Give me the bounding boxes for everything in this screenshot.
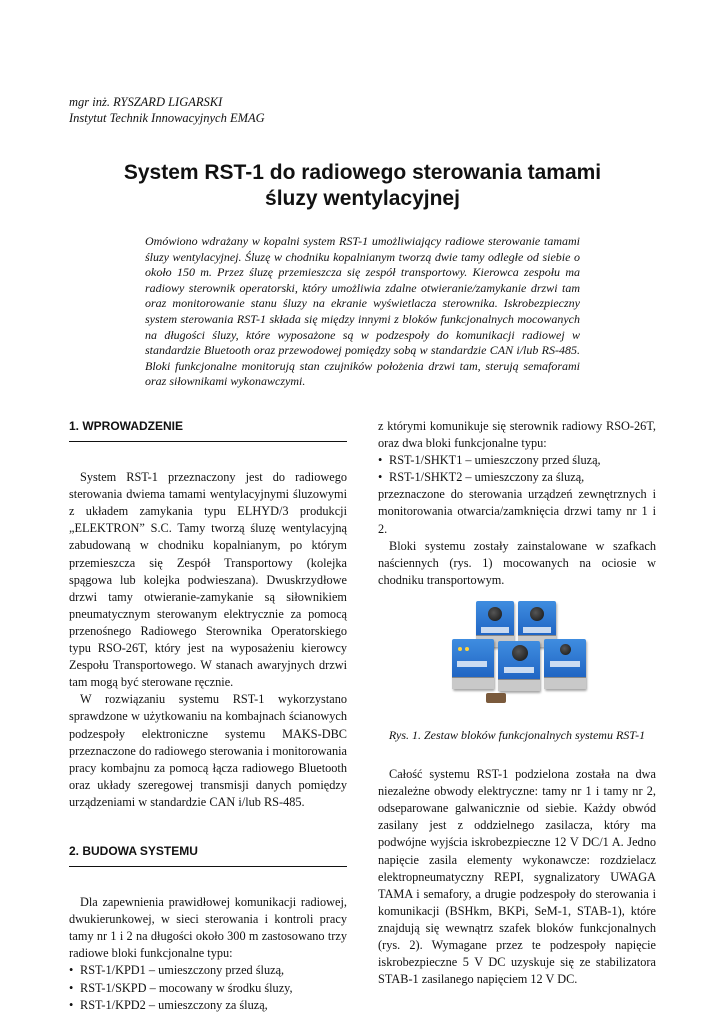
section-1-heading: 1. WPROWADZENIE [69,418,347,442]
list-item: • RST-1/KPD1 – umieszczony przed śluzą, [69,962,347,979]
section-2-paragraph-1: Dla zapewnienia prawidłowej komunikacji radiowej, dwukierunkowej, w sieci sterowania i kontroli pracy tamy nr 1 i 2 na długości około 300 m zastosowano trzy radiowe bloki funkcjonalne typu: [69,895,347,961]
author-institute: Instytut Technik Innowacyjnych EMAG [69,111,265,125]
device-block-bottom-1 [452,639,494,689]
right-bullet-list [378,452,656,486]
figure-caption: Rys. 1. Zestaw bloków funkcjonalnych systemu RST-1 [388,727,646,742]
list-item: • RST-1/SHKT1 – umieszczony przed śluzą, [378,452,656,469]
figure-device-set [378,601,656,721]
section-2-bullet-list [69,962,347,1013]
abstract: Omówiono wdrażany w kopalni system RST-1 umożliwiający radiowe sterowanie tamami śluzy wentylacyjnej. Śluzę w chodniku kopalnianym tworzą dwie tamy odległe od siebie o około 150 m. Przez śluzę przemieszcza się zespół transportowy. Kierowca zespołu ma radiowy sterownik operatorski, który umożliwia zdalne otwieranie/zamykanie drzwi tam oraz monitorowanie stanu śluzy na ekranie wyświetlacza sterownika. Iskrobezpieczny system sterowania RST-1 składa się między innymi z bloków funkcjonalnych mocowanych na długości śluzy, które wyposażone są w podzespoły do komunikacji radiowej w standardzie Bluetooth oraz przewodowej pomiędzy sobą w standardzie CAN i/lub RS-485. Bloki funkcjonalne monitorują stan czujników położenia drzwi tam, sterują semaforami oraz siłownikami wykonawczymi. [145,234,580,389]
section-1-paragraph-1: System RST-1 przeznaczony jest do radiowego sterowania dwiema tamami wentylacyjnymi śluzowymi z układem zamykania typu ELHYD/3 produkcji „ELEKTRON” S.C. Tamy tworzą śluzę wentylacyjną zabudowaną w chodniku kopalnianym, po którym przemieszcza się Zespół Transportowy (kolejka spągowa lub kolejka podwieszana). Dwuskrzydłowe drzwi tamy otwieranie-zamykanie są siłownikiem pneumatycznym sterowanym elektrycznie za pomocą przenośnego Radiowego Sterownika Operatorskiego typu RSO-26T, który jest na wyposażeniu kierowcy Zespołu Transportowego. W stanach awaryjnych drzwi tam mogą być sterowane ręcznie. [69,470,347,690]
section-1-paragraph-2: W rozwiązaniu systemu RST-1 wykorzystano sprawdzone w użytkowaniu na kombajnach ścianowych podzespoły elektroniczne systemu MAKS-DBC przeznaczone do radiowego sterowania i monitorowania pracy kombajnu za pomocą łącza radiowego Bluetooth oraz układy szeregowej transmisji danych pomiędzy urządzeniami w standardzie CAN i/lub RS-485. [69,692,347,809]
device-block-bottom-2 [498,641,540,691]
section-2-heading: 2. BUDOWA SYSTEMU [69,843,347,867]
left-column [69,418,347,1014]
author-name: mgr inż. RYSZARD LIGARSKI [69,95,223,109]
device-block-bottom-3 [544,639,586,689]
right-paragraph-3: Bloki systemu zostały zainstalowane w szafkach naściennych (rys. 1) mocowanych na ociosie w chodniku transportowym. [378,538,656,587]
title-line-1: System RST-1 do radiowego sterowania tamami [123,161,602,184]
list-item: • RST-1/KPD2 – umieszczony za śluzą, [69,997,347,1014]
right-column [378,418,656,988]
device-accessory [486,693,506,703]
right-paragraph-4: Całość systemu RST-1 podzielona została na dwa niezależne obwody elektryczne: tamy nr 1 i tamy nr 2, odseparowane galwanicznie od siebie. Każdy obwód zasilany jest z oddzielnego zasilacza, który ma podwójne wyjścia iskrobezpieczne 12 V DC/1 A. Jedno napięcie zasila elementy wykonawcze: rozdzielacz elektropneumatyczny REPI, sygnalizatory UWAGA TAMA i semafory, a drugie podzespoły do sterowania i komunikacji (BSHkm, BKPi, SeM-1, STAB-1), które znajdują się wewnątrz szafek bloków funkcjonalnych (rys. 2). Wymagane przez te podzespoły napięcie iskrobezpieczne 5 V DC uzyskuje się ze stabilizatora STAB-1 zasilanego napięciem 12 V DC. [378,767,656,987]
article-title [60,160,665,212]
title-line-2: śluzy wentylacyjnej [265,187,460,210]
list-item: • RST-1/SKPD – mocowany w środku śluzy, [69,980,347,997]
right-paragraph-1: z którymi komunikuje się sterownik radiowy RSO-26T, oraz dwa bloki funkcjonalne typu: [378,419,656,451]
right-paragraph-2: przeznaczone do sterowania urządzeń zewnętrznych i monitorowania otwarcia/zamknięcia drzwi tamy nr 1 i 2. [378,487,656,536]
list-item: • RST-1/SHKT2 – umieszczony za śluzą, [378,469,656,486]
author-block [69,94,265,126]
